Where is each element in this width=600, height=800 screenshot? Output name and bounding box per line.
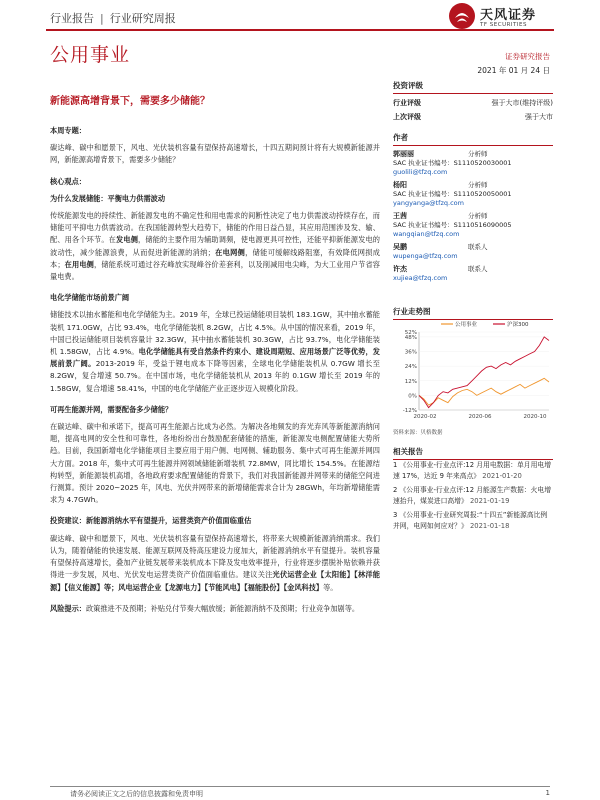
intro-paragraph: 碳达峰、碳中和愿景下，风电、光伏装机容量有望保持高速增长，十四五期间预计将有大规模新能源并网，新能源高增背景下，需要多少储能？: [50, 143, 380, 165]
rating-heading: 投资评级: [393, 80, 553, 94]
page-number: 1: [545, 789, 550, 797]
y-tick-label: 0%: [408, 393, 417, 400]
report-subtitle: 新能源高增背景下，需要多少储能？: [50, 96, 210, 107]
legend-label: 沪深300: [507, 322, 529, 328]
rating-section: [393, 80, 553, 126]
category-label: 行业报告: [50, 12, 94, 25]
core-heading: 核心观点：: [50, 176, 86, 186]
rating-row-industry: 行业评级 强于大市(维持评级): [393, 99, 553, 107]
author-heading: 作者: [393, 132, 553, 146]
author-entry: 吴鹏 联系人 wupenga@tfzq.com: [393, 243, 553, 261]
series-line-csi300: [419, 337, 549, 408]
industry-trend-chart: [393, 318, 553, 428]
section-2-heading: 电化学储能市场前景广阔: [50, 293, 130, 303]
related-report-item[interactable]: 1 《公用事业-行业点评:12 月用电数据：单月用电增速 17%，达近 9 年来高点》 2021-01-20: [393, 461, 551, 480]
report-category: [50, 10, 176, 26]
topic-heading: 本周专题：: [50, 126, 86, 135]
y-tick-label: 24%: [404, 364, 417, 371]
author-entry: 郭丽丽 分析师 SAC 执业证书编号：S1110520030001 guolili@tfzq.com: [393, 150, 553, 177]
author-section: [393, 132, 553, 287]
chart-source-note: 资料来源：贝格数据: [393, 430, 443, 436]
y-tick-label: 52%: [404, 330, 417, 336]
x-tick-label: 2020-10: [523, 414, 547, 420]
section-3-paragraph: 在碳达峰、碳中和承诺下，提高可再生能源占比成为必然。为解决各地频发的弃光弃风等新能源消纳问题，提高电网的安全性和可靠性，各地纷纷出台鼓励配套储能的措施，新能源发电侧配置储能大势所趋。目前，我国新增电化学储能项目主要应用于用户侧、电网侧、辅助服务、集中式可再生能源并网四大方面。2018 年，集中式可再生能源并网领域储能新增装机 72.8MW，同比增长 154.5%。在能源结构转型，新能源装机高增，各地政府要求配置储能的背景下，我们对我国新能源并网带来的储能空间进行测算。预计 2020~2025 年，风电、光伏并网带来的新增储能需求合计为 28GWh，年均新增储能需求为 4.7GWh。: [50, 422, 380, 505]
section-3-heading: 可再生能源并网，需要配备多少储能？: [50, 404, 173, 414]
logo-mark-icon: [448, 2, 476, 30]
x-tick-label: 2020-02: [413, 414, 437, 420]
legend-label: 公用事业: [455, 322, 478, 328]
related-report-item[interactable]: 3 《公用事业-行业研究周报:“十四五”新能源高比例并网，电网如何应对？》 2021-01-18: [393, 511, 548, 530]
author-entry: 杨阳 分析师 SAC 执业证书编号：S1110520050001 yangyanga@tfzq.com: [393, 181, 553, 208]
footer-disclaimer: 请务必阅读正文之后的信息披露和免责申明: [70, 790, 203, 798]
subcategory-label: 行业研究周报: [109, 12, 176, 25]
logo-text-en: TF SECURITIES: [480, 22, 527, 28]
investment-paragraph: 碳达峰、碳中和愿景下，风电、光伏装机容量有望保持高速增长，将带来大规模新能源消纳需求。我们认为，随着储能的快速发展、能源互联网及特高压建设力度加大，新能源消纳水平有望提升。装机容量有望保持高速增长，叠加产业链发展带来装机成本下降及发电效率提升，行业将逐步摆脱补贴依赖并获得进一步发展，风电、光伏发电运营类资产价值面临重估。建议关注光伏运营企业【太阳能】【林洋能源】【信义能源】等；风电运营企业【龙源电力】【节能风电】【福能股份】【金风科技】等。: [50, 533, 380, 592]
y-tick-label: 48%: [404, 334, 417, 341]
risk-paragraph: 风险提示：政策推进不及预期；补贴兑付节奏大幅放缓；新能源消纳不及预期；行业竞争加剧等。: [50, 603, 360, 613]
report-type: 证券研究报告: [505, 52, 550, 61]
header-rule: [46, 29, 554, 31]
report-date: 2021 年 01 月 24 日: [477, 66, 550, 75]
author-entry: 王茜 分析师 SAC 执业证书编号：S1110516090005 wangqian@tfzq.com: [393, 212, 553, 239]
footer-rule: [50, 786, 550, 787]
series-line-utilities: [419, 378, 549, 405]
related-reports-list: [393, 460, 553, 535]
y-tick-label: 12%: [404, 378, 417, 385]
author-email-link[interactable]: guolili@tfzq.com: [393, 168, 448, 176]
rating-row-previous: 上次评级 强于大市: [393, 113, 553, 121]
related-heading: 相关报告: [393, 446, 553, 460]
related-report-item[interactable]: 2 《公用事业-行业点评:12 月能源生产数据：火电增速抬升，煤炭进口高增》 2021-01-19: [393, 486, 551, 505]
section-1-heading: 为什么发展储能：平衡电力供需波动: [50, 193, 166, 203]
main-content: [50, 125, 380, 624]
author-email-link[interactable]: xujiea@tfzq.com: [393, 274, 448, 282]
logo-text-cn: 天风证券: [480, 8, 537, 23]
investment-heading: 投资建议：新能源消纳水平有望提升，运营类资产价值面临重估: [50, 516, 252, 526]
y-tick-label: 36%: [404, 349, 417, 356]
y-tick-label: -12%: [402, 408, 417, 414]
author-email-link[interactable]: yangyanga@tfzq.com: [393, 199, 464, 207]
author-email-link[interactable]: wupenga@tfzq.com: [393, 252, 458, 260]
page-title: 公用事业: [50, 44, 131, 66]
x-tick-label: 2020-06: [468, 414, 492, 420]
trend-heading: 行业走势图: [393, 306, 553, 320]
section-2-paragraph: 储能技术以抽水蓄能和电化学储能为主。2019 年，全球已投运储能项目装机 183.1GW，其中抽水蓄能装机 171.0GW，占比 93.4%，电化学储能装机 8.2GW，占比 4.5%。从中国的情况来看，2019 年，中国已投运储能项目装机容量计 32.3GW，其中抽水蓄能装机 30.3GW，占比 93.7%，电化学储能装机 1.58GW，占比 4.9%。电化学储能具有受自然条件约束小、建设周期短、应用场景广泛等优势，发展前景广阔。2013-2019 年，受益于锂电成本下降等因素，全球电化学储能装机从 0.7GW 增长至 8.2GW，复合增速 50.7%。在中国市场，电化学储能装机从 2013 年的 0.1GW 增长至 2019 年的 1.58GW，复合增速 58.41%，中国的电化学储能产业正逐步迈入规模化阶段。: [50, 310, 380, 393]
category-divider: |: [100, 12, 104, 25]
section-1-paragraph: 传统能源发电的持续性、新能源发电的不确定性和用电需求的间断性决定了电力供需波动持续存在，而储能可平抑电力供需波动。在我国能源转型大趋势下，储能的作用日益凸显，其应用范围涉及发、输、配、用各个环节。在发电侧，储能的主要作用为辅助调频，使电源更具可控性，还能平抑新能源发电的波动性，减少能源浪费，从而促进新能源的消纳；在电网侧，储能可缓解线路阻塞，有效降低网损成本；在用电侧，储能系统可通过谷充峰放实现峰谷价差套利，以及削减用电尖峰，为大工业用户节省容量电费。: [50, 211, 380, 282]
author-entry: 许杰 联系人 xujiea@tfzq.com: [393, 265, 553, 283]
author-email-link[interactable]: wangqian@tfzq.com: [393, 230, 460, 238]
company-logo: [448, 2, 558, 32]
